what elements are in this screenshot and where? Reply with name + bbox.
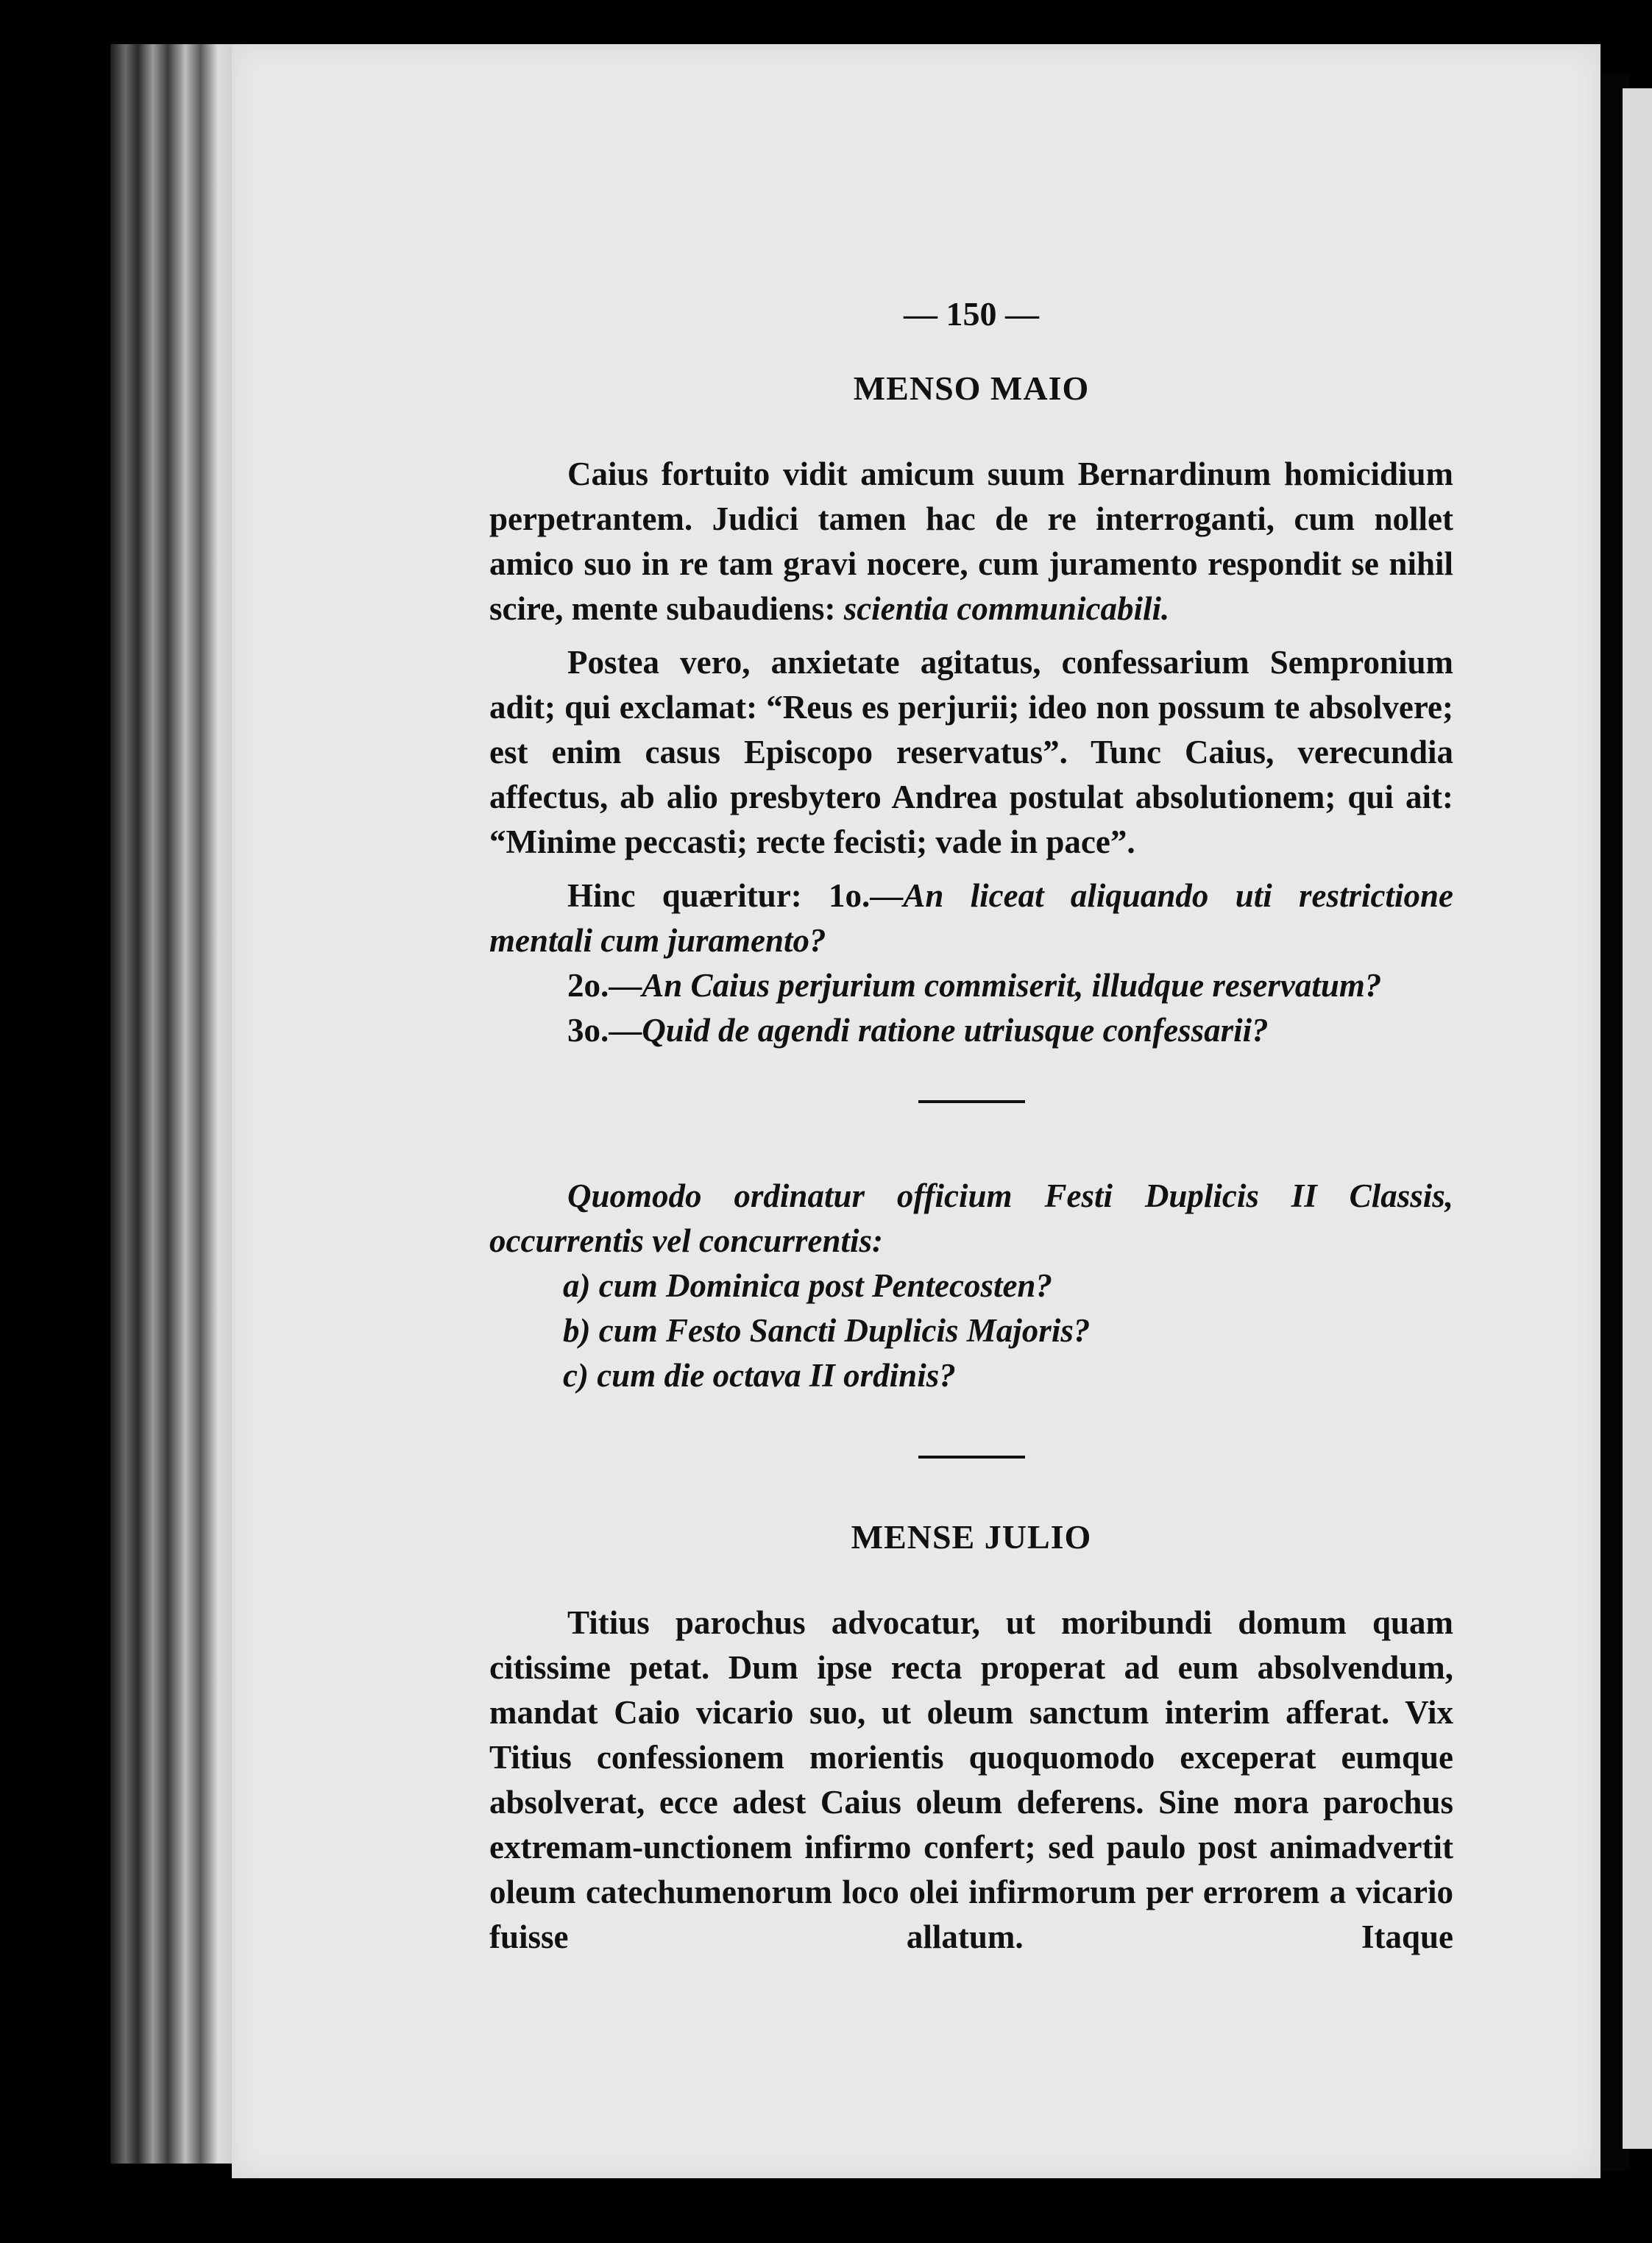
book-page-edges	[110, 44, 235, 2164]
paragraph-caius-2: Postea vero, anxietate agitatus, confessarium Sempronium adit; qui exclamat: “Reus es perjurii; ideo non possum te absolvere; est enim casus Episcopo reservatus”. Tunc Caius, verecundia affectus, ab alio presbytero Andrea postulat absolutionem; qui ait: “Minime peccasti; recte fecisti; vade in pace”.	[489, 644, 1453, 860]
section-heading-maio: MENSO MAIO	[853, 369, 1090, 407]
paragraph-italic-phrase: scientia communicabili.	[843, 590, 1170, 627]
option-b: b) cum Festo Sancti Duplicis Majoris?	[563, 1312, 1091, 1349]
question-1-prefix: Hinc quæritur: 1o.—	[567, 877, 904, 914]
question-3	[489, 1008, 1453, 1053]
liturgy-options	[489, 1264, 1453, 1398]
section-heading-julio: MENSE JULIO	[851, 1518, 1092, 1556]
page-content	[489, 294, 1453, 1960]
question-2	[489, 963, 1453, 1008]
page-number: — 150 —	[904, 295, 1039, 333]
option-a: a) cum Dominica post Pentecosten?	[563, 1267, 1052, 1304]
question-1	[489, 874, 1453, 963]
paragraph-caius-1	[489, 452, 1453, 631]
question-2-text: An Caius perjurium commiserit, illudque reservatum?	[642, 967, 1382, 1004]
question-2-prefix: 2o.—	[567, 967, 642, 1004]
option-c: c) cum die octava II ordinis?	[563, 1357, 956, 1394]
section-divider	[918, 1100, 1025, 1103]
paragraph-titius: Titius parochus advocatur, ut moribundi domum quam citissime petat. Dum ipse recta properat ad eum absolvendum, mandat Caio vicario suo, ut oleum sanctum interim afferat. Vix Titius confessionem morientis quoquomodo exceperat eumque absolverat, ecce adest Caius oleum deferens. Sine mora parochus extremam-unctionem infirmo confert; sed paulo post animadvertit oleum catechumenorum loco olei infirmorum per errorem a vicario fuisse allatum. Itaque	[489, 1604, 1453, 1955]
question-1-text: An liceat aliquando uti restrictione mentali cum juramento?	[489, 877, 1453, 959]
facing-page-edge	[1623, 88, 1652, 2149]
question-3-text: Quid de agendi ratione utriusque confessarii?	[642, 1012, 1269, 1049]
section-divider	[918, 1456, 1025, 1459]
paragraph-text: Caius fortuito vidit amicum suum Bernardinum homicidium perpetrantem. Judici tamen hac de re interroganti, cum nollet amico suo in re tam gravi nocere, cum juramento respondit se nihil scire, mente subaudiens:	[489, 456, 1453, 627]
liturgy-question: Quomodo ordinatur officium Festi Duplicis II Classis, occurrentis vel concurrentis:	[489, 1177, 1453, 1259]
question-3-prefix: 3o.—	[567, 1012, 642, 1049]
